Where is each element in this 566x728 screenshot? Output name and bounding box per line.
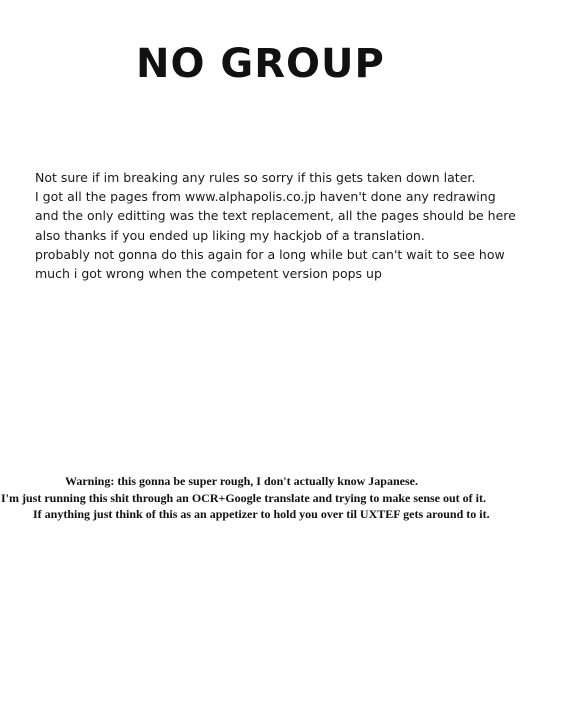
note-line: much i got wrong when the competent version pops up (35, 266, 382, 282)
note-line: probably not gonna do this again for a long while but can't wait to see how (35, 246, 505, 262)
warning-line: If anything just think of this as an appetizer to hold you over til UXTEF gets around to it. (33, 507, 490, 521)
note-line: Not sure if im breaking any rules so sorry if this gets taken down later. (35, 170, 476, 185)
translator-note (35, 168, 555, 283)
warning-line: Warning: this gonna be super rough, I don't actually know Japanese. (65, 474, 418, 488)
note-line: I got all the pages from www.alphapolis.co.jp haven't done any redrawing (35, 189, 496, 205)
note-line: and the only editting was the text replacement, all the pages should be here (35, 208, 516, 224)
warning-line: I'm just running this shit through an OCR+Google translate and trying to make sense out of it. (1, 490, 486, 505)
page-title: NO GROUP (136, 41, 385, 87)
warning-notice (0, 473, 566, 523)
note-line: also thanks if you ended up liking my hackjob of a translation. (35, 227, 425, 243)
